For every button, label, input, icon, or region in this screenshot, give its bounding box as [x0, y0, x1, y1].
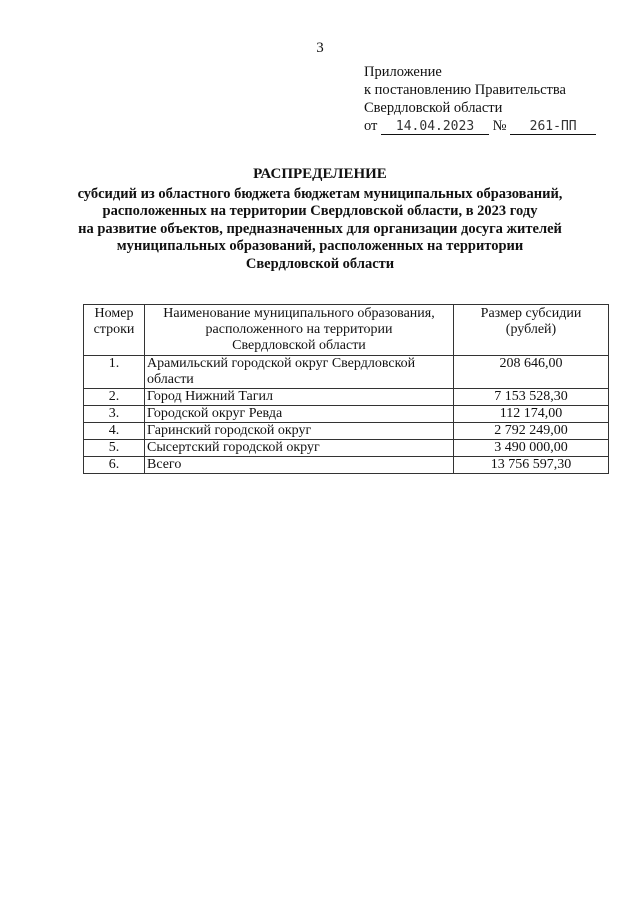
row-number: 2.: [84, 389, 145, 406]
heading-line: расположенных на территории Свердловской области, в 2023 году: [102, 203, 538, 219]
header-text: Номер: [94, 306, 134, 321]
total-label: Всего: [145, 457, 454, 474]
municipality-name: Арамильский городской округ Свердловской области: [145, 356, 454, 389]
resolution-details: [364, 117, 596, 135]
subsidy-table: [83, 304, 609, 474]
document-heading: [60, 166, 580, 273]
municipality-name: Гаринский городской округ: [145, 423, 454, 440]
row-number: 5.: [84, 440, 145, 457]
table-row: [84, 406, 609, 423]
appendix-resolution: к постановлению Правительства: [364, 82, 566, 98]
subsidy-amount: 208 646,00: [454, 356, 609, 389]
table-row: [84, 389, 609, 406]
header-text: (рублей): [505, 322, 557, 337]
total-amount: 13 756 597,30: [454, 457, 609, 474]
table-row: [84, 440, 609, 457]
table-row: [84, 356, 609, 389]
row-number: 1.: [84, 356, 145, 389]
row-number: 4.: [84, 423, 145, 440]
resolution-date: 14.04.2023: [381, 120, 489, 135]
header-text: строки: [93, 322, 135, 337]
date-prefix: от: [364, 118, 378, 134]
number-prefix: №: [492, 118, 507, 134]
header-text: Свердловской области: [232, 338, 366, 353]
header-text: Наименование муниципального образования,: [163, 306, 435, 321]
table-header-row: [84, 305, 609, 356]
row-number: 3.: [84, 406, 145, 423]
table-row: [84, 423, 609, 440]
subsidy-amount: 7 153 528,30: [454, 389, 609, 406]
header-row-number: [84, 305, 145, 356]
header-municipality: [145, 305, 454, 356]
appendix-block: [364, 63, 596, 135]
resolution-number: 261-ПП: [510, 120, 596, 135]
heading-line: Свердловской области: [245, 255, 395, 272]
header-text: расположенного на территории: [205, 322, 393, 337]
subsidy-amount: 112 174,00: [454, 406, 609, 423]
appendix-title: Приложение: [364, 64, 442, 80]
municipality-name: Городской округ Ревда: [145, 406, 454, 423]
subsidy-amount: 3 490 000,00: [454, 440, 609, 457]
page-number: 3: [316, 40, 324, 56]
appendix-region: Свердловской области: [364, 100, 503, 116]
row-number: 6.: [84, 457, 145, 474]
header-subsidy-amount: [454, 305, 609, 356]
municipality-name: Город Нижний Тагил: [145, 389, 454, 406]
table-row-total: [84, 457, 609, 474]
header-text: Размер субсидии: [480, 306, 582, 321]
municipality-name: Сысертский городской округ: [145, 440, 454, 457]
heading-line: на развитие объектов, предназначенных для организации досуга жителей: [78, 220, 562, 237]
heading-line: муниципальных образований, расположенных на территории: [116, 238, 524, 254]
heading-title: РАСПРЕДЕЛЕНИЕ: [253, 166, 387, 182]
heading-line: субсидий из областного бюджета бюджетам муниципальных образований,: [77, 185, 563, 202]
subsidy-amount: 2 792 249,00: [454, 423, 609, 440]
